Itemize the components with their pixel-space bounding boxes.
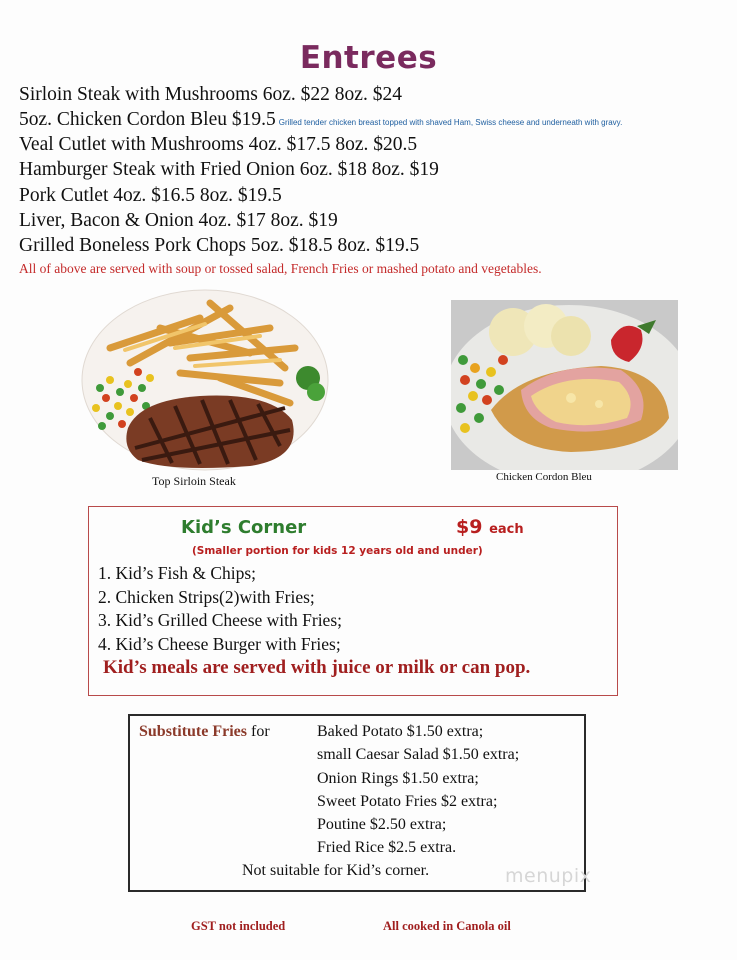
steak-caption: Top Sirloin Steak (152, 474, 236, 488)
kids-price: $9 each (456, 516, 524, 538)
steak-photo (80, 288, 330, 472)
substitute-label: Substitute Fries for (139, 723, 270, 740)
substitute-item: Sweet Potato Fries $2 extra; (317, 793, 498, 810)
substitute-item: Baked Potato $1.50 extra; (317, 723, 484, 740)
kids-item: 2. Chicken Strips(2)with Fries; (98, 587, 315, 607)
substitute-note: Not suitable for Kid’s corner. (242, 862, 430, 879)
entree-item: Hamburger Steak with Fried Onion 6oz. $18 8oz. $19 (19, 159, 439, 180)
kids-item: 1. Kid’s Fish & Chips; (98, 563, 257, 583)
entree-description: Grilled tender chicken breast topped with shaved Ham, Swiss cheese and underneath with gravy. (278, 118, 623, 127)
substitute-item: Poutine $2.50 extra; (317, 816, 447, 833)
cordon-bleu-caption: Chicken Cordon Bleu (496, 471, 592, 483)
kids-corner-title: Kid’s Corner (181, 517, 307, 538)
canola-note: All cooked in Canola oil (383, 919, 511, 933)
page-title: Entrees (299, 40, 438, 76)
cordon-bleu-photo (451, 300, 678, 470)
kids-subtitle: (Smaller portion for kids 12 years old and under) (192, 545, 483, 557)
entree-item: Veal Cutlet with Mushrooms 4oz. $17.5 8oz. $20.5 (19, 134, 418, 155)
kids-meal-note: Kid’s meals are served with juice or milk or can pop. (103, 657, 531, 678)
entree-item: Pork Cutlet 4oz. $16.5 8oz. $19.5 (19, 185, 282, 206)
entree-item: Grilled Boneless Pork Chops 5oz. $18.5 8oz. $19.5 (19, 235, 420, 256)
substitute-item: Onion Rings $1.50 extra; (317, 770, 479, 787)
entree-item: Liver, Bacon & Onion 4oz. $17 8oz. $19 (19, 210, 338, 231)
watermark: menupix (505, 865, 592, 887)
kids-item: 3. Kid’s Grilled Cheese with Fries; (98, 610, 343, 630)
kids-item: 4. Kid’s Cheese Burger with Fries; (98, 634, 341, 654)
kids-price-unit: each (489, 522, 524, 537)
served-with-note: All of above are served with soup or tossed salad, French Fries or mashed potato and vegetables. (19, 261, 542, 276)
entree-item: 5oz. Chicken Cordon Bleu $19.5 Grilled tender chicken breast topped with shaved Ham, Swiss cheese and underneath with gravy. (19, 109, 623, 130)
entree-item: Sirloin Steak with Mushrooms 6oz. $22 8oz. $24 (19, 84, 402, 105)
substitute-item: small Caesar Salad $1.50 extra; (317, 746, 520, 763)
substitute-item: Fried Rice $2.5 extra. (317, 839, 457, 856)
gst-note: GST not included (191, 919, 286, 933)
